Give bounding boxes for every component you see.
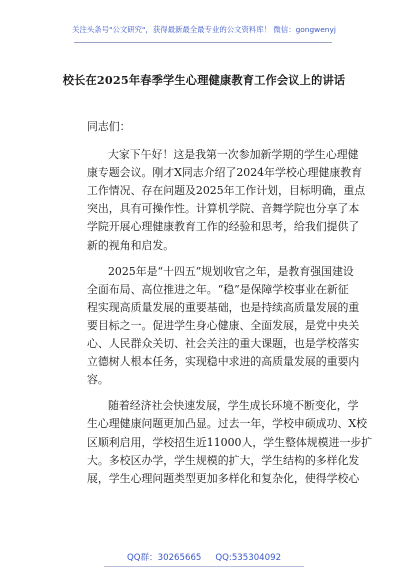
document-title: 校长在2025年春季学生心理健康教育工作会议上的讲话 — [62, 73, 346, 87]
footer-contact — [0, 551, 408, 563]
paragraph-line: 随着经济社会快速发展，学生成长环境不断变化，学 — [108, 399, 359, 413]
paragraph-line: 工作情况、存在问题及2025年工作计划，目标明确，重点 — [87, 184, 366, 198]
paragraph-line: 大家下午好！这是我第一次参加新学期的学生心理健 — [108, 148, 359, 162]
paragraph-3 — [87, 397, 373, 487]
paragraph-line: 大。多校区办学，学生规模的扩大，学生结构的多样化发 — [87, 453, 360, 467]
header-divider — [74, 42, 332, 43]
paragraph-line: 心、人民群众关切、社会关注的重大课题，也是学校落实 — [87, 337, 360, 351]
paragraph-2 — [87, 263, 360, 390]
paragraph-line: 展，学生心理问题类型更加多样化和复杂化，使得学校心 — [87, 471, 360, 485]
paragraph-1 — [87, 146, 366, 255]
paragraph-line: 区顺利启用，学校招生近11000人，学生整体规模进一步扩 — [87, 435, 373, 449]
paragraph-line: 学院开展心理健康教育工作的经验和思考，给我们提供了 — [87, 220, 360, 234]
paragraph-line: 立德树人根本任务，实现稳中求进的高质量发展的重要内 — [87, 355, 360, 369]
paragraph-line: 生心理健康问题更加凸显。过去一年，学校申硕成功、X校 — [87, 417, 368, 431]
header-notice: 关注头条号"公文研究"，获得最新最全最专业的公文资料库！ 微信：gongwenyj — [72, 25, 336, 34]
footer-qq-group: QQ群：30265665 — [126, 553, 202, 563]
salutation: 同志们： — [87, 120, 131, 133]
paragraph-line: 新的视角和启发。 — [87, 238, 175, 252]
document-body — [87, 118, 373, 496]
footer-divider — [104, 566, 304, 567]
paragraph-line: 突出，具有可操作性。计算机学院、音舞学院也分享了本 — [87, 202, 360, 216]
paragraph-line: 康专题会议。刚才X同志介绍了2024年学校心理健康教育 — [87, 166, 363, 180]
footer-qq: QQ:535304092 — [215, 553, 282, 563]
paragraph-line: 2025年是“十四五”规划收官之年，是教育强国建设 — [108, 264, 354, 278]
paragraph-line: 容。 — [87, 373, 109, 387]
paragraph-line: 程实现高质量发展的重要基础，也是持续高质量发展的重 — [87, 300, 360, 314]
paragraph-line: 全面布局、高位推进之年。“稳”是保障学校事业在新征 — [87, 282, 349, 296]
paragraph-line: 要目标之一。促进学生身心健康、全面发展，是党中央关 — [87, 318, 360, 332]
